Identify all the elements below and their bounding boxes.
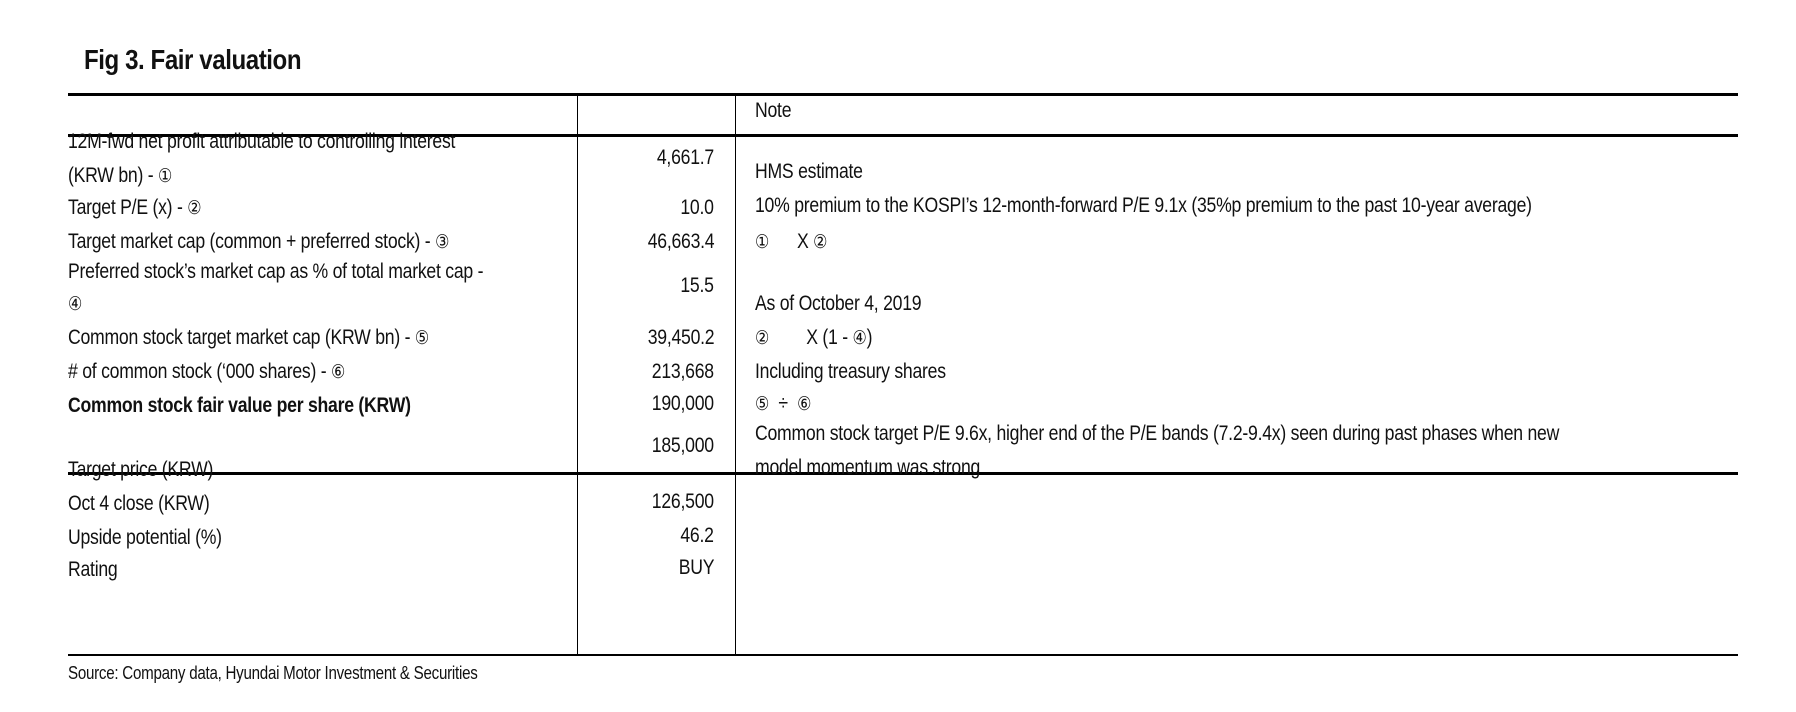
close-price-value: 126,500: [651, 490, 714, 513]
row7-value: 190,000: [651, 392, 714, 415]
row6-label: [68, 357, 345, 387]
row5-label-text: Common stock target market cap (KRW bn) -: [68, 326, 415, 349]
upside-value: 46.2: [680, 524, 714, 547]
source-note: Source: Company data, Hyundai Motor Investment & Securities: [68, 663, 478, 683]
row5-note: [755, 323, 872, 353]
column-divider-2: [735, 93, 736, 655]
row5-label: [68, 323, 429, 353]
row2-label: [68, 193, 201, 223]
target-price-label: Target price (KRW): [68, 458, 214, 481]
row7-label: Common stock fair value per share (KRW): [68, 394, 411, 417]
row4-label-line1: Preferred stock’s market cap as % of total market cap -: [68, 260, 484, 283]
row7-note: [755, 389, 811, 419]
target-price-value: 185,000: [651, 434, 714, 457]
note-operator-divide: ÷: [778, 392, 788, 415]
column-divider-1: [577, 93, 578, 655]
row2-note: 10% premium to the KOSPI’s 12-month-forward P/E 9.1x (35%p premium to the past 10-year average): [755, 194, 1532, 217]
row1-note: HMS estimate: [755, 160, 863, 183]
row1-label-text: (KRW bn) -: [68, 164, 159, 187]
row3-label: [68, 227, 449, 257]
note-marker-2b: ②: [755, 327, 770, 349]
target-price-note-line1: Common stock target P/E 9.6x, higher end of the P/E bands (7.2-9.4x) seen during past phases when new: [755, 422, 1560, 445]
close-price-label: Oct 4 close (KRW): [68, 492, 210, 515]
top-rule: [68, 93, 1738, 96]
marker-2: ②: [187, 197, 202, 219]
note-operator-times-one-minus: X (1 -: [806, 326, 853, 349]
upside-label: Upside potential (%): [68, 526, 222, 549]
row1-label-line1: 12M-fwd net profit attributable to controlling interest: [68, 130, 456, 153]
row4-value: 15.5: [680, 274, 714, 297]
row4-note: As of October 4, 2019: [755, 292, 922, 315]
marker-1: ①: [158, 165, 173, 187]
row3-label-text: Target market cap (common + preferred stock) -: [68, 230, 436, 253]
row5-value: 39,450.2: [647, 326, 714, 349]
row6-note: Including treasury shares: [755, 360, 946, 383]
row3-value: 46,663.4: [647, 230, 714, 253]
row1-value: 4,661.7: [656, 146, 714, 169]
rating-value: BUY: [678, 556, 714, 579]
note-operator-times: X: [796, 230, 809, 253]
marker-6: ⑥: [330, 361, 346, 383]
marker-4: ④: [68, 293, 83, 315]
note-marker-5: ⑤: [755, 393, 770, 415]
row3-note: [755, 227, 827, 257]
note-marker-4: ④: [852, 327, 867, 349]
note-marker-1: ①: [755, 231, 770, 253]
note-marker-6: ⑥: [797, 393, 812, 415]
row6-label-text: # of common stock (‘000 shares) -: [68, 360, 331, 383]
marker-5: ⑤: [414, 327, 429, 349]
row1-label-line2: [68, 161, 172, 191]
marker-3: ③: [435, 231, 450, 253]
note-marker-2: ②: [813, 231, 828, 253]
valuation-table: [68, 93, 1738, 656]
note-close-paren: ): [866, 326, 873, 349]
figure-title: Fig 3. Fair valuation: [84, 44, 302, 75]
bottom-rule: [68, 654, 1738, 656]
target-price-note-line2: model momentum was strong: [755, 456, 981, 479]
row6-value: 213,668: [651, 360, 714, 383]
row2-label-text: Target P/E (x) -: [68, 196, 188, 219]
row4-label-line2: [68, 289, 82, 319]
row2-value: 10.0: [680, 196, 714, 219]
rating-label: Rating: [68, 558, 118, 581]
header-note: Note: [755, 99, 792, 122]
